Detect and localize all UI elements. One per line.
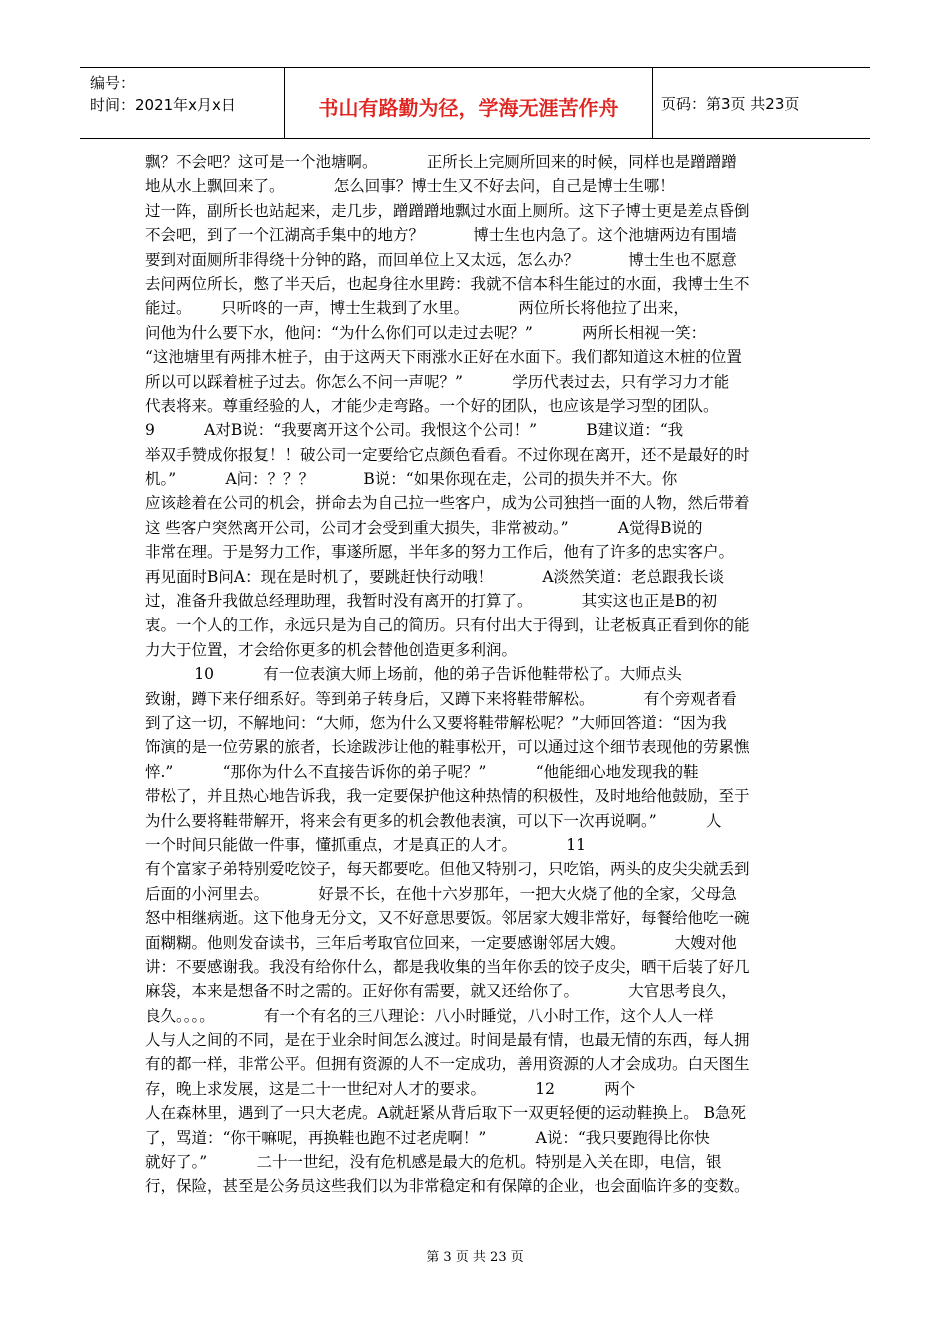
body-line: 饰演的是一位劳累的旅者，长途跋涉让他的鞋事松开，可以通过这个细节表现他的劳累憔 [145, 738, 750, 757]
body-line: 地从水上飘回来了。 怎么回事？博士生又不好去问，自己是博士生哪！ [145, 177, 675, 196]
header-motto: 书山有路勤为径，学海无涯苦作舟 [285, 68, 653, 138]
body-line: 9 A对B说：“我要离开这个公司。我恨这个公司！” B建议道：“我 [145, 421, 684, 440]
body-line: “这池塘里有两排木桩子，由于这两天下雨涨水正好在水面下。我们都知道这木桩的位置 [145, 348, 742, 367]
body-line: 致谢，蹲下来仔细系好。等到弟子转身后，又蹲下来将鞋带解松。 有个旁观者看 [145, 689, 737, 708]
body-line: 怒中相继病逝。这下他身无分文，又不好意思要饭。邻居家大嫂非常好，每餐给他吃一碗 [145, 909, 750, 928]
body-line: 问他为什么要下水，他问：“为什么你们可以走过去呢？” 两所长相视一笑： [145, 323, 707, 342]
body-line: 有个富家子弟特别爱吃饺子，每天都要吃。但他又特别刁，只吃馅，两头的皮尖尖就丢到 [145, 860, 750, 879]
body-line: 就好了。” 二十一世纪，没有危机感是最大的危机。特别是入关在即，电信，银 [145, 1153, 722, 1172]
body-line: 行，保险，甚至是公务员这些我们以为非常稳定和有保障的企业，也会面临许多的变数。 [145, 1177, 750, 1196]
page-header [80, 67, 870, 139]
body-line: 举双手赞成你报复！！破公司一定要给它点颜色看看。不过你现在离开，还不是最好的时 [145, 445, 750, 464]
body-line: 为什么要将鞋带解开，将来会有更多的机会教他表演，可以下一次再说啊。” 人 [145, 811, 722, 830]
body-line: 过，准备升我做总经理助理，我暂时没有离开的打算了。 其实这也正是B的初 [145, 592, 718, 611]
document-date: 时间：2021年x月x日 [90, 96, 236, 114]
body-line: 麻袋，本来是想备不时之需的。正好你有需要，就又还给你了。 大官思考良久， [145, 982, 737, 1001]
page-footer: 第 3 页 共 23 页 [426, 1250, 524, 1265]
body-line: 一个时间只能做一件事，懂抓重点，才是真正的人才。 11 [145, 835, 586, 854]
body-line: 这 些客户突然离开公司，公司才会受到重大损失，非常被动。” A觉得B说的 [145, 518, 703, 537]
body-line: 过一阵，副所长也站起来，走几步，蹭蹭蹭地飘过水面上厕所。这下子博士更是差点昏倒 [145, 201, 750, 220]
body-line: 再见面时B问A：现在是时机了，要跳赶快行动哦！ A淡然笑道：老总跟我长谈 [145, 567, 725, 586]
body-line: 衷。一个人的工作，永远只是为自己的简历。只有付出大于得到，让老板真正看到你的能 [145, 616, 750, 635]
document-body [145, 150, 808, 1199]
body-line: 应该趁着在公司的机会，拼命去为自己拉一些客户，成为公司独挡一面的人物，然后带着 [145, 494, 750, 513]
body-line: 代表将来。尊重经验的人，才能少走弯路。一个好的团队，也应该是学习型的团队。 [145, 396, 719, 415]
header-meta [80, 68, 285, 138]
body-line: 讲：不要感谢我。我没有给你什么，都是我收集的当年你丢的饺子皮尖，晒干后装了好几 [145, 957, 750, 976]
body-line: 所以可以踩着桩子过去。你怎么不问一声呢？” 学历代表过去，只有学习力才能 [145, 372, 730, 391]
body-line: 去问两位所长，憋了半天后，也起身往水里跨：我就不信本科生能过的水面，我博士生不 [145, 274, 750, 293]
body-line: 后面的小河里去。 好景不长，在他十六岁那年，一把大火烧了他的全家，父母急 [145, 884, 737, 903]
header-page-info: 页码：第3页 共23页 [661, 94, 800, 113]
body-line: 不会吧，到了一个江湖高手集中的地方？ 博士生也内急了。这个池塘两边有围墙 [145, 226, 737, 245]
body-line: 机。” A问：？？？ B说：“如果你现在走，公司的损失并不大。你 [145, 470, 678, 489]
body-line: 了，骂道：“你干嘛呢，再换鞋也跑不过老虎啊！” A说：“我只要跑得比你快 [145, 1128, 710, 1147]
body-line: 力大于位置，才会给你更多的机会替他创造更多利润。 [145, 640, 518, 659]
body-line: 良久。。。。 有一个有名的三八理论：八小时睡觉，八小时工作，这个人人一样 [145, 1006, 714, 1025]
body-line: 人与人之间的不同，是在于业余时间怎么渡过。时间是最有情，也最无情的东西，每人拥 [145, 1031, 750, 1050]
body-line: 存，晚上求发展，这是二十一世纪对人才的要求。 12 两个 [145, 1079, 636, 1098]
body-line: 飘？不会吧？这可是一个池塘啊。 正所长上完厕所回来的时候，同样也是蹭蹭蹭 [145, 153, 737, 171]
body-line: 能过。 只听咚的一声，博士生栽到了水里。 两位所长将他拉了出来， [145, 299, 689, 318]
body-line: 到了这一切，不解地问：“大师，您为什么又要将鞋带解松呢？”大师回答道：“因为我 [145, 713, 727, 732]
body-line: 人在森林里，遇到了一只大老虎。A就赶紧从背后取下一双更轻便的运动鞋换上。 B急死 [145, 1104, 747, 1123]
body-line: 带松了，并且热心地告诉我，我一定要保护他这种热情的积极性，及时地给他鼓励，至于 [145, 787, 750, 806]
body-line: 10 有一位表演大师上场前，他的弟子告诉他鞋带松了。大师点头 [145, 665, 682, 684]
body-line: 悴.” “那你为什么不直接告诉你的弟子呢？” “他能细心地发现我的鞋 [145, 762, 699, 781]
body-line: 要到对面厕所非得绕十分钟的路，而回单位上又太远，怎么办？ 博士生也不愿意 [145, 250, 737, 269]
body-line: 面糊糊。他则发奋读书，三年后考取官位回来，一定要感谢邻居大嫂。 大嫂对他 [145, 933, 737, 952]
body-line: 有的都一样，非常公平。但拥有资源的人不一定成功，善用资源的人才会成功。白天图生 [145, 1055, 750, 1074]
body-line: 非常在理。于是努力工作，事遂所愿，半年多的努力工作后，他有了许多的忠实客户。 [145, 543, 735, 562]
document-number: 编号： [90, 74, 136, 92]
